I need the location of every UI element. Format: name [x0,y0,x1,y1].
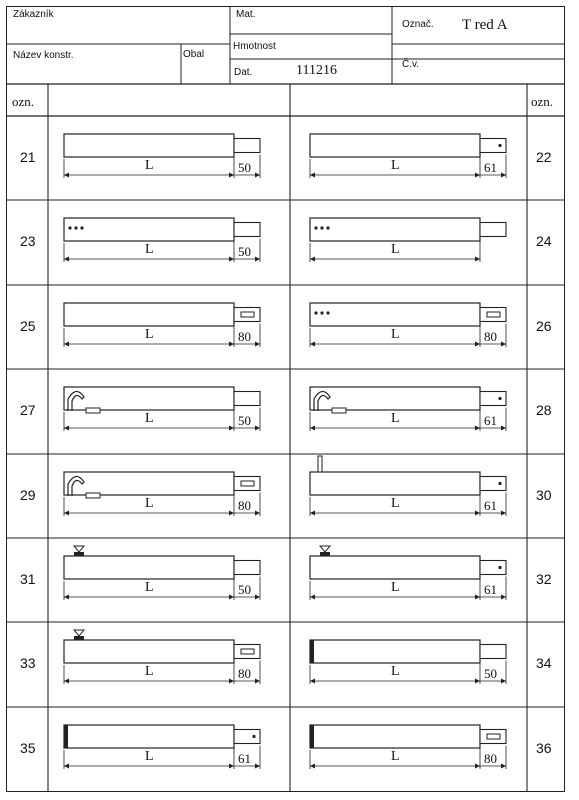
length-label: L [391,327,400,342]
column-head-right: ozn. [531,94,554,109]
shank-dimension-label: 80 [238,666,251,681]
dimension-arrowhead [64,426,69,431]
hook-foot [86,408,100,413]
dimension-arrowhead [229,342,234,347]
item-number-left: 31 [20,571,36,587]
length-label: L [145,664,154,679]
tool-body [64,218,234,241]
dimension-arrowhead [255,257,260,262]
dimension-arrowhead [255,679,260,684]
dimension-arrowhead [64,764,69,769]
dimension-arrowhead [501,173,506,178]
clamp-handle-icon [320,546,330,552]
clamp-handle-icon [74,546,84,552]
mark-label: Označ. [402,19,434,30]
shank-hole-icon [498,482,501,485]
tool-shank [480,308,506,322]
clamp-base [74,636,84,640]
tool-shank [234,139,260,153]
dimension-arrowhead [229,511,234,516]
tool-shank [234,645,260,659]
tool-shank [480,392,506,406]
length-label: L [391,496,400,511]
item-number-right: 22 [536,149,552,165]
dimension-arrowhead [310,257,315,262]
dimension-arrowhead [310,342,315,347]
dimension-arrowhead [229,679,234,684]
tool-body [310,556,480,579]
dimension-arrowhead [310,173,315,178]
tool-tip-end [64,725,68,748]
tool-shank [234,223,260,237]
length-label: L [391,158,400,173]
item-number-left: 23 [20,233,36,249]
tool-drawing-22 [310,134,506,178]
edge-dot-icon [326,311,329,314]
item-number-left: 27 [20,402,36,418]
tool-body [64,303,234,326]
tool-shank [234,308,260,322]
tool-drawing-35 [64,725,260,769]
clamp-base [320,552,330,556]
hook-foot [332,408,346,413]
tool-drawing-36 [310,725,506,769]
dimension-arrowhead [255,173,260,178]
length-label: L [391,749,400,764]
dimension-arrowhead [310,764,315,769]
length-label: L [145,496,154,511]
tool-shank [480,477,506,491]
tool-body [64,134,234,157]
date-value: 111216 [296,63,337,78]
length-label: L [145,749,154,764]
shank-dimension-label: 80 [484,751,497,766]
length-label: L [391,580,400,595]
dimension-arrowhead [501,426,506,431]
shank-dimension-label: 80 [484,329,497,344]
shank-dimension-label: 50 [484,666,497,681]
tool-shank [480,645,506,659]
item-number-right: 36 [536,740,552,756]
tool-drawing-25 [64,303,260,347]
tool-drawing-24 [310,218,506,262]
edge-dot-icon [68,226,71,229]
tool-body [64,640,234,663]
shank-dimension-label: 61 [484,582,497,597]
design-label: Název konstr. [13,50,74,61]
dimension-arrowhead [475,764,480,769]
dimension-arrowhead [64,342,69,347]
dimension-arrowhead [64,511,69,516]
clamp-handle-icon [74,630,84,636]
dimension-arrowhead [229,595,234,600]
date-label: Dat. [234,67,253,78]
length-label: L [145,158,154,173]
shank-dimension-label: 80 [238,329,251,344]
edge-dot-icon [326,226,329,229]
length-label: L [391,664,400,679]
tool-shank [480,561,506,575]
dimension-arrowhead [475,511,480,516]
shank-dimension-label: 50 [238,160,251,175]
edge-dot-icon [314,226,317,229]
tool-body [310,303,480,326]
item-number-right: 34 [536,655,552,671]
edge-dot-icon [314,311,317,314]
tool-body [64,725,234,748]
tool-shank [234,561,260,575]
dimension-arrowhead [229,257,234,262]
material-label: Mat. [236,9,256,20]
item-number-left: 35 [20,740,36,756]
tool-shank [234,477,260,491]
tool-body [64,556,234,579]
item-number-right: 30 [536,487,552,503]
tool-tip-end [310,640,314,663]
item-number-right: 32 [536,571,552,587]
tool-drawing-26 [310,303,506,347]
tool-shank [480,223,506,237]
tool-drawing-34 [310,640,506,684]
dimension-arrowhead [310,511,315,516]
edge-dot-icon [320,311,323,314]
tool-body [310,218,480,241]
dimension-arrowhead [475,426,480,431]
length-label: L [145,411,154,426]
dimension-arrowhead [310,595,315,600]
column-head-left: ozn. [12,94,35,109]
shank-hole-icon [498,144,501,147]
dimension-arrowhead [501,595,506,600]
item-number-left: 29 [20,487,36,503]
edge-dot-icon [74,226,77,229]
shank-dimension-label: 61 [238,751,251,766]
shank-hole-icon [252,735,255,738]
length-label: L [391,411,400,426]
dimension-arrowhead [501,679,506,684]
length-label: L [391,242,400,257]
dimension-arrowhead [229,426,234,431]
item-number-right: 28 [536,402,552,418]
edge-dot-icon [80,226,83,229]
item-number-left: 33 [20,655,36,671]
tool-body [310,387,480,410]
tool-drawing-32 [310,546,506,600]
dimension-arrowhead [475,595,480,600]
clamp-base [74,552,84,556]
dimension-arrowhead [475,173,480,178]
tool-body [310,134,480,157]
dimension-arrowhead [255,595,260,600]
dimension-arrowhead [475,679,480,684]
tool-shank [234,392,260,406]
item-number-left: 25 [20,318,36,334]
tool-body [310,725,480,748]
dimension-arrowhead [501,764,506,769]
mark-value: T red A [462,17,508,33]
hook-foot [86,493,100,498]
dimension-arrowhead [475,257,480,262]
dimension-arrowhead [255,511,260,516]
dimension-arrowhead [475,342,480,347]
customer-label: Zákazník [13,9,54,20]
tool-body [64,387,234,410]
tool-drawing-27 [64,387,260,431]
dimension-arrowhead [501,511,506,516]
edge-dot-icon [320,226,323,229]
shank-hole-icon [498,397,501,400]
item-number-right: 24 [536,233,552,249]
shank-dimension-label: 61 [484,160,497,175]
tool-drawing-29 [64,472,260,516]
dimension-arrowhead [229,173,234,178]
post-icon [318,456,322,472]
item-number-left: 21 [20,149,36,165]
tool-drawing-23 [64,218,260,262]
shank-dimension-label: 61 [484,498,497,513]
shank-dimension-label: 80 [238,498,251,513]
dimension-arrowhead [64,679,69,684]
tool-tip-end [310,725,314,748]
item-number-right: 26 [536,318,552,334]
dimension-arrowhead [255,764,260,769]
shank-hole-icon [498,566,501,569]
shank-dimension-label: 50 [238,413,251,428]
dimension-arrowhead [310,679,315,684]
pack-label: Obal [183,49,205,60]
shank-dimension-label: 50 [238,582,251,597]
tool-body [310,472,480,495]
dimension-arrowhead [229,764,234,769]
length-label: L [145,327,154,342]
length-label: L [145,242,154,257]
dimension-arrowhead [64,173,69,178]
tool-shank [480,139,506,153]
shank-dimension-label: 61 [484,413,497,428]
tool-body [310,640,480,663]
tool-drawing-30 [310,456,506,516]
dimension-arrowhead [255,426,260,431]
tool-drawing-21 [64,134,260,178]
length-label: L [145,580,154,595]
tool-drawing-28 [310,387,506,431]
tool-drawing-33 [64,630,260,684]
cv-label: Č.v. [402,59,420,70]
tool-body [64,472,234,495]
shank-dimension-label: 50 [238,244,251,259]
tool-shank [480,730,506,744]
weight-label: Hmotnost [233,41,276,52]
tool-shank [234,730,260,744]
tool-drawing-31 [64,546,260,600]
dimension-arrowhead [501,342,506,347]
dimension-arrowhead [64,257,69,262]
dimension-arrowhead [255,342,260,347]
dimension-arrowhead [64,595,69,600]
dimension-arrowhead [310,426,315,431]
